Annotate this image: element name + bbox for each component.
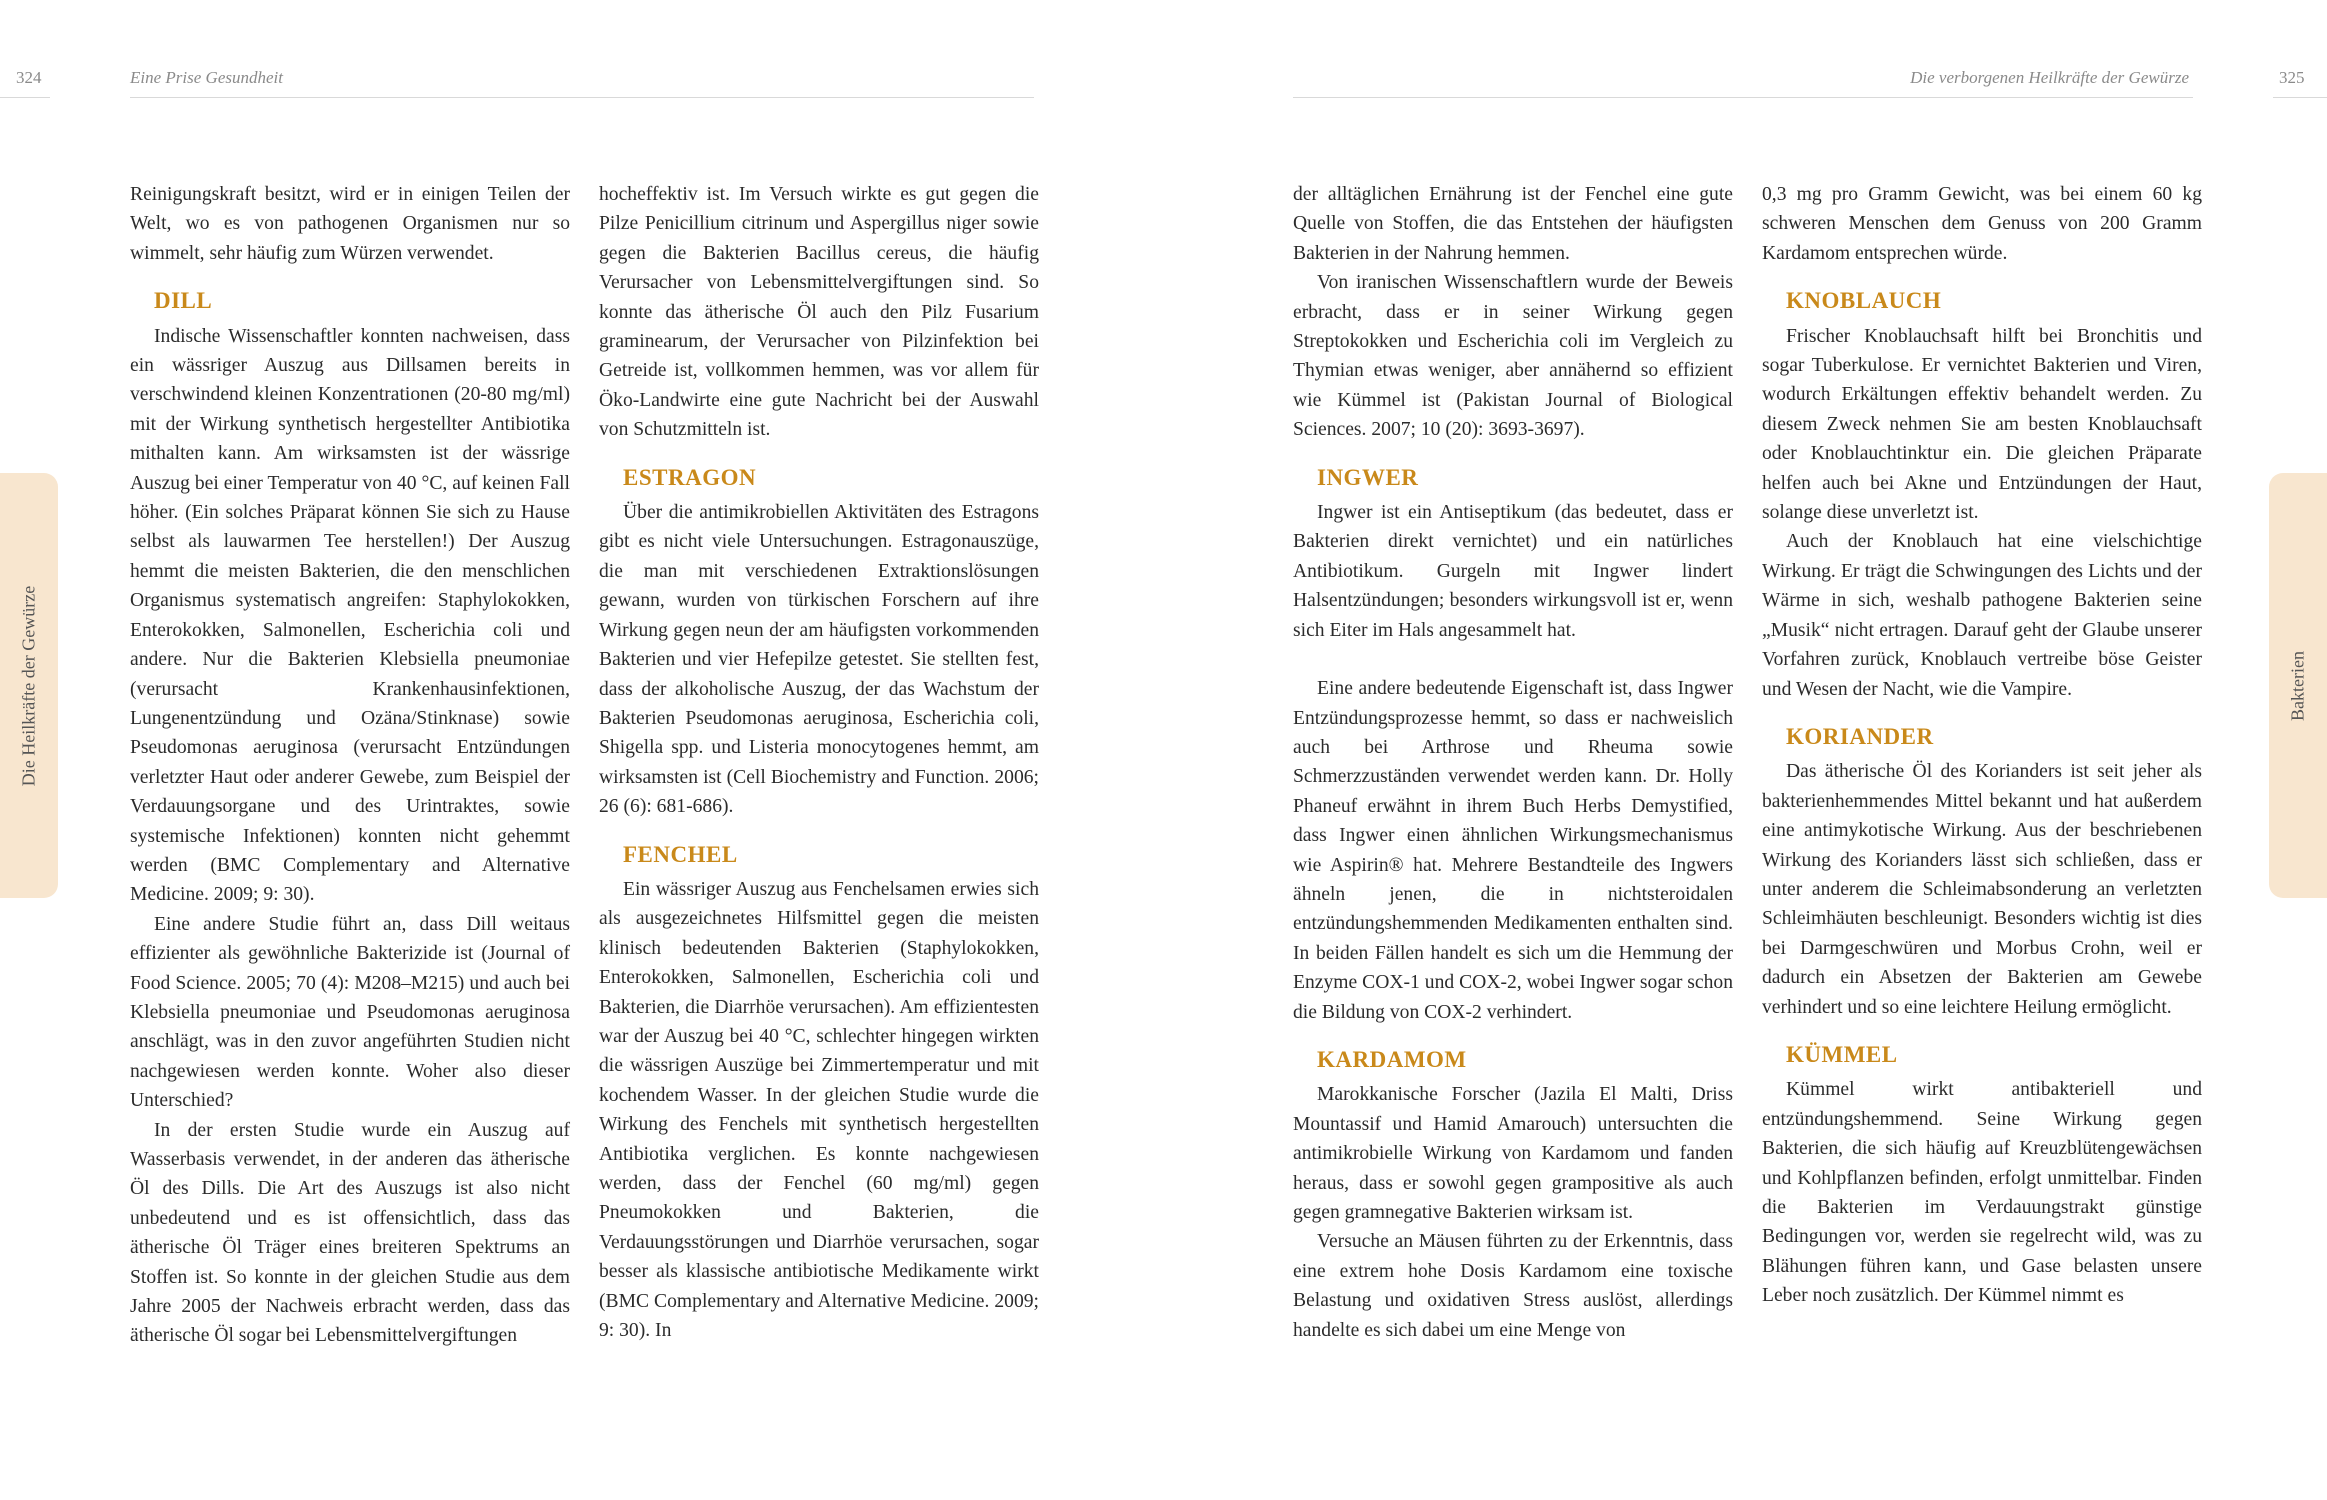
right-page [1163, 0, 2327, 1500]
header-rule [130, 97, 1034, 98]
section-heading-fenchel: FENCHEL [623, 841, 738, 867]
paragraph: Reinigungskraft besitzt, wird er in einigen Teilen der Welt, wo es von pathogenen Organismen nur so wimmelt, sehr häufig zum Würzen verwendet. [130, 184, 570, 264]
text-column-1 [130, 180, 570, 1351]
text-column-3 [1293, 180, 1733, 1345]
paragraph: Indische Wissenschaftler konnten nachweisen, dass ein wässriger Auszug aus Dillsamen bereits in verschwindend kleinen Konzentrationen (20-80 mg/ml) mit der Wirkung synthetisch hergestellter Antibiotika mithalten kann. Am wirksamsten ist der wässrige Auszug bei einer Temperatur von 40 °C, auf keinen Fall höher. (Ein solches Präparat können Sie sich zu Hause selbst als lauwarmen Tee herstellen!) Der Auszug hemmt die meisten Bakterien, die den menschlichen Organismus systematisch angreifen: Staphylokokken, Enterokokken, Salmonellen, Escherichia coli und andere. Nur die Bakterien Klebsiella pneumoniae (verursacht Krankenhausinfektionen, Lungenentzündung und Ozäna/Stinknase) sowie Pseudomonas aeruginosa (verursacht Entzündungen verletzter Haut oder anderer Gewebe, zum Beispiel der Verdauungsorgane und des Urintraktes, sowie systemische Infektionen) konnten nicht gehemmt werden (BMC Complementary and Alternative Medicine. 2009; 9: 30). [130, 325, 570, 906]
text-column-2 [599, 180, 1039, 1345]
side-tab-label: Bakterien [2287, 650, 2308, 721]
header-rule [2273, 97, 2327, 98]
section-heading-knoblauch: KNOBLAUCH [1786, 288, 1942, 314]
paragraph: 0,3 mg pro Gramm Gewicht, was bei einem 60 kg schweren Menschen dem Genuss von 200 Gramm Kardamom entsprechen würde. [1762, 184, 2202, 264]
section-heading-kuemmel: KÜMMEL [1786, 1041, 1898, 1067]
paragraph: In der ersten Studie wurde ein Auszug auf Wasserbasis verwendet, in der anderen das ätherische Öl des Dills. Die Art des Auszugs ist also nicht unbedeutend und es ist offensichtlich, dass das ätherische Öl Träger eines breiteren Spektrums an Stoffen ist. So konnte in der gleichen Studie aus dem Jahre 2005 der Nachweis erbracht werden, dass das ätherische Öl sogar bei Lebensmittelvergiftungen [130, 1119, 570, 1347]
section-heading-ingwer: INGWER [1317, 464, 1419, 490]
text-column-4 [1762, 180, 2202, 1311]
page-number: 325 [2279, 68, 2305, 87]
running-head: Die verborgenen Heilkräfte der Gewürze [1910, 68, 2189, 87]
paragraph: Über die antimikrobiellen Aktivitäten des Estragons gibt es nicht viele Untersuchungen. Estragonauszüge, die man mit verschiedenen Extraktionslösungen gewann, wurden von türkischen Forschern auf ihre Wirkung gegen neun der am häufigsten vorkommenden Bakterien und vier Hefepilze getestet. Sie stellten fest, dass der alkoholische Auszug, der das Wachstum der Bakterien Pseudomonas aeruginosa, Escherichia coli, Shigella spp. und Listeria monocytogenes hemmt, am wirksamsten ist (Cell Biochemistry and Function. 2006; 26 (6): 681-686). [599, 502, 1039, 818]
paragraph: Ingwer ist ein Antiseptikum (das bedeutet, dass er Bakterien direkt vernichtet) und ein natürliches Antibiotikum. Gurgeln mit Ingwer lindert Halsentzündungen; besonders wirkungsvoll ist er, wenn sich Eiter im Hals angesammelt hat. [1293, 502, 1733, 641]
side-tab [0, 473, 58, 898]
paragraph: Von iranischen Wissenschaftlern wurde der Beweis erbracht, dass er in seiner Wirkung gegen Streptokokken und Escherichia coli im Vergleich zu Thymian etwas weniger, aber annähernd so effizient wie Kümmel ist (Pakistan Journal of Biological Sciences. 2007; 10 (20): 3693-3697). [1293, 272, 1733, 441]
header-rule [1293, 97, 2193, 98]
paragraph: Eine andere Studie führt an, dass Dill weitaus effizienter als gewöhnliche Bakterizide ist (Journal of Food Science. 2005; 70 (4): M208–M215) und auch bei Klebsiella pneumoniae und Pseudomonas aeruginosa anschlägt, was in den zuvor angeführten Studien nicht nachgewiesen werden konnte. Woher also dieser Unterschied? [130, 913, 570, 1112]
paragraph: Ein wässriger Auszug aus Fenchelsamen erwies sich als ausgezeichnetes Hilfsmittel gegen die meisten klinisch bedeutenden Bakterien (Staphylokokken, Enterokokken, Salmonellen, Escherichia coli und Bakterien, die Diarrhöe verursachen). Am effizientesten war der Auszug bei 40 °C, schlechter hingegen wirkten die wässrigen Auszüge bei Zimmertemperatur und mit kochendem Wasser. In der gleichen Studie wurde die Wirkung des Fenchels mit synthetisch hergestellten Antibiotika verglichen. Es konnte nachgewiesen werden, dass der Fenchel (60 mg/ml) gegen Pneumokokken und Bakterien, die Verdauungsstörungen und Diarrhöe verursachen, sogar besser als klassische antibiotische Medikamente wirkt (BMC Complementary and Alternative Medicine. 2009; 9: 30). In [599, 878, 1039, 1342]
paragraph: Frischer Knoblauchsaft hilft bei Bronchitis und sogar Tuberkulose. Er vernichtet Bakterien und Viren, wodurch Erkältungen effektiv behandelt werden. Zu diesem Zweck nehmen Sie am besten Knoblauchsaft oder Knoblauchtinktur ein. Die gleichen Präparate helfen auch bei Akne und Entzündungen der Haut, solange diese unverletzt ist. [1762, 325, 2202, 524]
page-number: 324 [16, 68, 42, 87]
paragraph: Marokkanische Forscher (Jazila El Malti, Driss Mountassif und Hamid Amarouch) untersuchten die antimikrobielle Wirkung von Kardamom und fanden heraus, dass er sowohl gegen grampositive als auch gegen gramnegative Bakterien wirksam ist. [1293, 1084, 1733, 1223]
paragraph: hocheffektiv ist. Im Versuch wirkte es gut gegen die Pilze Penicillium citrinum und Aspergillus niger sowie gegen die Bakterien Bacillus cereus, die häufig Verursacher von Lebensmittelvergiftungen sind. So konnte das ätherische Öl auch den Pilz Fusarium graminearum, der Verursacher von Pilzinfektion bei Getreide ist, vollkommen hemmen, was vor allem für Öko-Landwirte eine gute Nachricht bei der Auswahl von Schutzmitteln ist. [599, 184, 1039, 441]
section-heading-dill: DILL [154, 288, 213, 314]
section-heading-koriander: KORIANDER [1786, 723, 1934, 749]
paragraph: der alltäglichen Ernährung ist der Fenchel eine gute Quelle von Stoffen, die das Entstehen der häufigsten Bakterien in der Nahrung hemmen. [1293, 184, 1733, 264]
paragraph: Auch der Knoblauch hat eine vielschichtige Wirkung. Er trägt die Schwingungen des Lichts und der Wärme in sich, weshalb pathogene Bakterien seine „Musik“ nicht ertragen. Darauf geht der Glaube unserer Vorfahren zurück, Knoblauch vertreibe böse Geister und Wesen der Nacht, wie die Vampire. [1762, 531, 2202, 700]
paragraph: Kümmel wirkt antibakteriell und entzündungshemmend. Seine Wirkung gegen Bakterien, die sich häufig auf Kreuzblütengewächsen und Kohlpflanzen befinden, erfolgt unmittelbar. Finden die Bakterien im Verdauungstrakt günstige Bedingungen vor, werden sie regelrecht wild, was zu Blähungen führen kann, und Gase belasten unsere Leber noch zusätzlich. Der Kümmel nimmt es [1762, 1079, 2202, 1307]
side-tab [2269, 473, 2327, 898]
running-head: Eine Prise Gesundheit [130, 68, 283, 87]
left-page [0, 0, 1163, 1500]
side-tab-label: Die Heilkräfte der Gewürze [18, 585, 39, 786]
paragraph-gap [1293, 645, 1733, 674]
paragraph: Eine andere bedeutende Eigenschaft ist, dass Ingwer Entzündungsprozesse hemmt, so dass er nachweislich auch bei Arthrose und Rheuma sowie Schmerzzuständen verwendet werden kann. Dr. Holly Phaneuf erwähnt in ihrem Buch Herbs Demystified, dass Ingwer einen ähnlichen Wirkungsmechanismus wie Aspirin® hat. Mehrere Bestandteile des Ingwers ähneln jenen, die in nichtsteroidalen entzündungshemmenden Medikamenten enthalten sind. In beiden Fällen handelt es sich um die Hemmung der Enzyme COX-1 und COX-2, wobei Ingwer sogar schon die Bildung von COX-2 verhindert. [1293, 678, 1733, 1023]
paragraph: Versuche an Mäusen führten zu der Erkenntnis, dass eine extrem hohe Dosis Kardamom eine toxische Belastung und oxidativen Stress auslöst, allerdings handelte es sich dabei um eine Menge von [1293, 1231, 1733, 1341]
header-rule [0, 97, 50, 98]
paragraph: Das ätherische Öl des Korianders ist seit jeher als bakterienhemmendes Mittel bekannt und hat außerdem eine antimykotische Wirkung. Aus der beschriebenen Wirkung des Korianders lässt sich schließen, dass er unter anderem die Schleimabsonderung an verletzten Schleimhäuten beschleunigt. Besonders wichtig ist dies bei Darmgeschwüren und Morbus Crohn, weil er dadurch ein Absetzen der Bakterien am Gewebe verhindert und so eine leichtere Heilung ermöglicht. [1762, 761, 2202, 1018]
section-heading-kardamom: KARDAMOM [1317, 1046, 1467, 1072]
section-heading-estragon: ESTRAGON [623, 464, 757, 490]
